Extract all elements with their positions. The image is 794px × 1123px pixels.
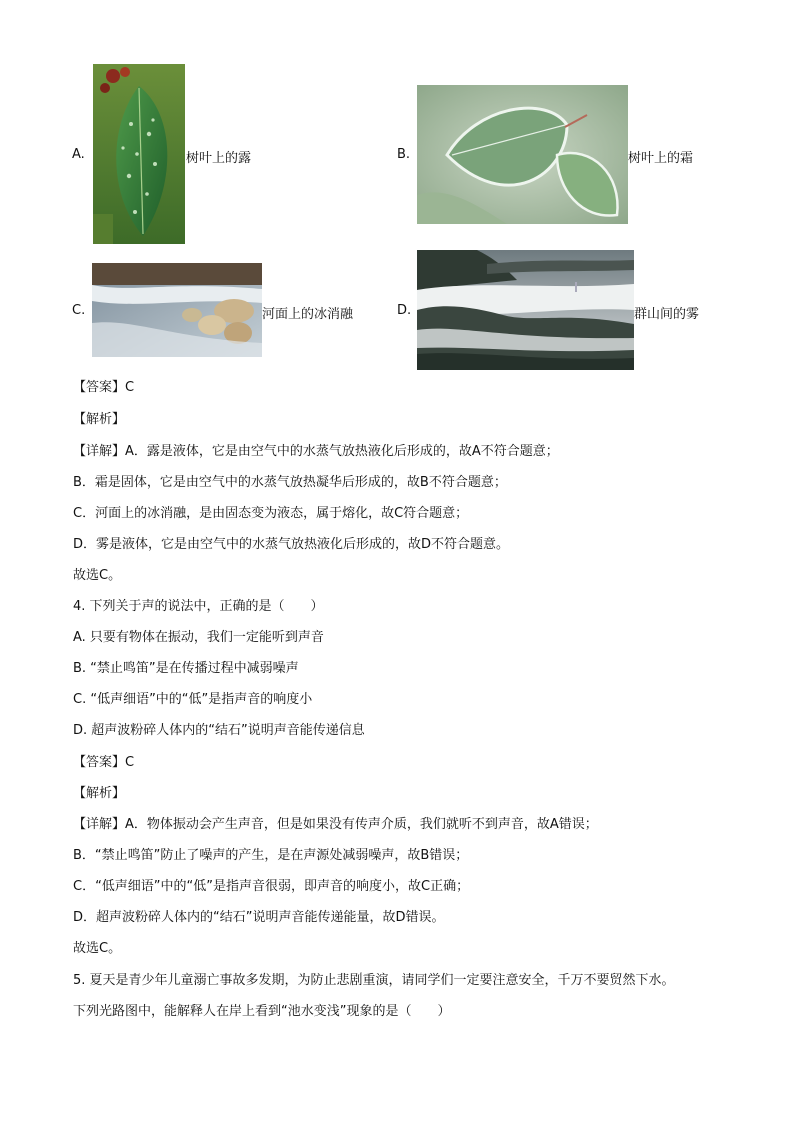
option-b-letter: B. [397,147,411,162]
q4-option: D. 超声波粉碎人体内的“结石”说明声音能传递信息 [73,723,365,738]
q3-detail-line: D．雾是液体，它是由空气中的水蒸气放热液化后形成的，故D不符合题意。 [73,537,510,552]
q4-answer [73,753,134,773]
q4-option: A. 只要有物体在振动，我们一定能听到声音 [73,630,324,645]
q4-answer-label: 【答案】 [73,755,126,770]
q3-analysis-label: 【解析】 [73,412,126,427]
q3-detail-line: C．河面上的冰消融，是由固态变为液态，属于熔化，故C符合题意； [73,506,469,521]
q4-detail-line: C．“低声细语”中的“低”是指声音很弱，即声音的响度小，故C正确； [73,879,470,894]
option-d-letter: D. [397,303,412,318]
option-c-caption: 河面上的冰消融 [262,307,354,322]
q4-option: C. “低声细语”中的“低”是指声音的响度小 [73,692,313,707]
dew-on-leaf-image [93,64,185,244]
q3-detail-line: 【详解】A．露是液体，它是由空气中的水蒸气放热液化后形成的，故A不符合题意； [73,444,559,459]
q3-answer-label: 【答案】 [73,380,126,395]
q4-detail-line: D．超声波粉碎人体内的“结石”说明声音能传递能量，故D错误。 [73,910,445,925]
q4-analysis-label: 【解析】 [73,786,126,801]
q3-detail-line: B．霜是固体，它是由空气中的水蒸气放热凝华后形成的，故B不符合题意； [73,475,507,490]
ice-melting-river-image [92,263,262,357]
q3-conclusion: 故选C。 [73,568,122,583]
q3-answer-value: C [125,380,135,395]
fog-in-mountains-image [417,250,634,370]
option-c-letter: C. [72,303,86,318]
q4-option: B. “禁止鸣笛”是在传播过程中减弱噪声 [73,661,299,676]
q4-answer-value: C [125,755,135,770]
frost-on-leaf-image [417,85,628,224]
q4-stem: 4. 下列关于声的说法中，正确的是（ ） [73,599,324,614]
q5-stem-line-2: 下列光路图中，能解释人在岸上看到“池水变浅”现象的是（ ） [73,1004,451,1019]
option-b-caption: 树叶上的霜 [628,151,694,166]
option-a-caption: 树叶上的露 [186,151,252,166]
option-a-letter: A. [72,147,85,162]
q4-detail-line: 【详解】A．物体振动会产生声音，但是如果没有传声介质，我们就听不到声音，故A错误； [73,817,598,832]
q4-conclusion: 故选C。 [73,941,122,956]
q5-stem-line-1: 5. 夏天是青少年儿童溺亡事故多发期，为防止悲剧重演，请同学们一定要注意安全，千万不要贸然下水。 [73,973,675,988]
q3-answer [73,378,134,398]
option-d-caption: 群山间的雾 [634,307,700,322]
q4-detail-line: B．“禁止鸣笛”防止了噪声的产生，是在声源处减弱噪声，故B错误； [73,848,469,863]
